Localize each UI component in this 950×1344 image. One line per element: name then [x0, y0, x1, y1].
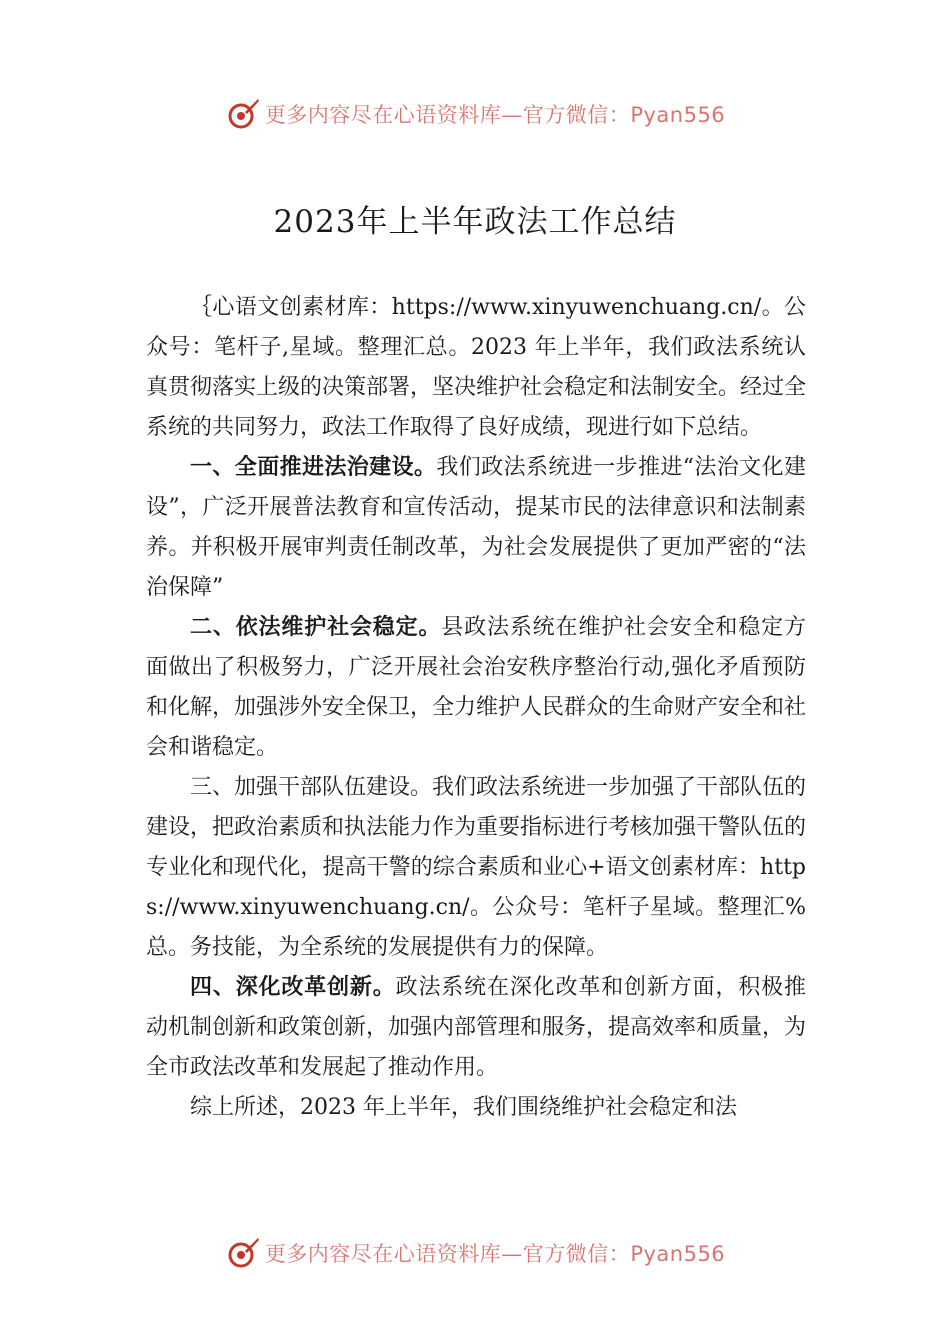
paragraph-conclusion: [146, 1088, 806, 1128]
paragraph-section-4: [146, 968, 806, 1088]
paragraph-section-3: [146, 768, 806, 968]
banner-text-en: Pyan556: [630, 103, 726, 127]
banner-text-cn: 更多内容尽在心语资料库—官方微信：: [264, 103, 631, 127]
header-banner: [0, 94, 950, 134]
paragraph-section-1: [146, 448, 806, 608]
paragraph-text: ｛心语文创素材库：https://www.xinyuwenchuang.cn/。公众号：笔杆子,星域。整理汇总。2023 年上半年，我们政法系统认真贯彻落实上级的决策部署，坚决维护社会稳定和法制安全。经过全系统的共同努力，政法工作取得了良好成绩，现进行如下总结。: [146, 295, 807, 440]
section-heading: 一、全面推进法治建设。: [190, 455, 437, 480]
quill-seal-icon: [225, 96, 261, 132]
footer-banner: [0, 1233, 950, 1273]
paragraph-text: 我们政法系统进一步推进“法治文化建设”，广泛开展普法教育和宣传活动，提某市民的法律意识和法制素养。并积极开展审判责任制改革，为社会发展提供了更加严密的“法治保障”: [146, 455, 806, 600]
document-title: 2023年上半年政法工作总结: [273, 204, 677, 240]
paragraph-text: 三、加强干部队伍建设。我们政法系统进一步加强了干部队伍的建设，把政治素质和执法能力作为重要指标进行考核加强干警队伍的专业化和现代化，提高干警的综合素质和业心+语文创素材库：https://www.xinyuwenchuang.cn/。公众号：笔杆子星域。整理汇%总。务技能，为全系统的发展提供有力的保障。: [146, 775, 807, 960]
paragraph-text: 政法系统在深化改革和创新方面，积极推动机制创新和政策创新，加强内部管理和服务，提高效率和质量，为全市政法改革和发展起了推动作用。: [146, 975, 807, 1080]
banner-text-cn: 更多内容尽在心语资料库—官方微信：: [264, 1242, 631, 1266]
banner-text: [265, 99, 725, 129]
document-body: [146, 288, 806, 1128]
paragraph-text: 综上所述，2023 年上半年，我们围绕维护社会稳定和法: [190, 1095, 737, 1120]
quill-seal-icon: [225, 1235, 261, 1271]
banner-text-en: Pyan556: [630, 1242, 726, 1266]
paragraph-section-2: [146, 608, 806, 768]
section-heading: 四、深化改革创新。: [190, 975, 396, 1000]
paragraph-intro: [146, 288, 806, 448]
section-heading: 二、依法维护社会稳定。: [190, 615, 442, 640]
paragraph-text: 县政法系统在维护社会安全和稳定方面做出了积极努力，广泛开展社会治安秩序整治行动,强化矛盾预防和化解，加强涉外安全保卫，全力维护人民群众的生命财产安全和社会和谐稳定。: [146, 615, 807, 760]
banner-text: [265, 1238, 725, 1268]
